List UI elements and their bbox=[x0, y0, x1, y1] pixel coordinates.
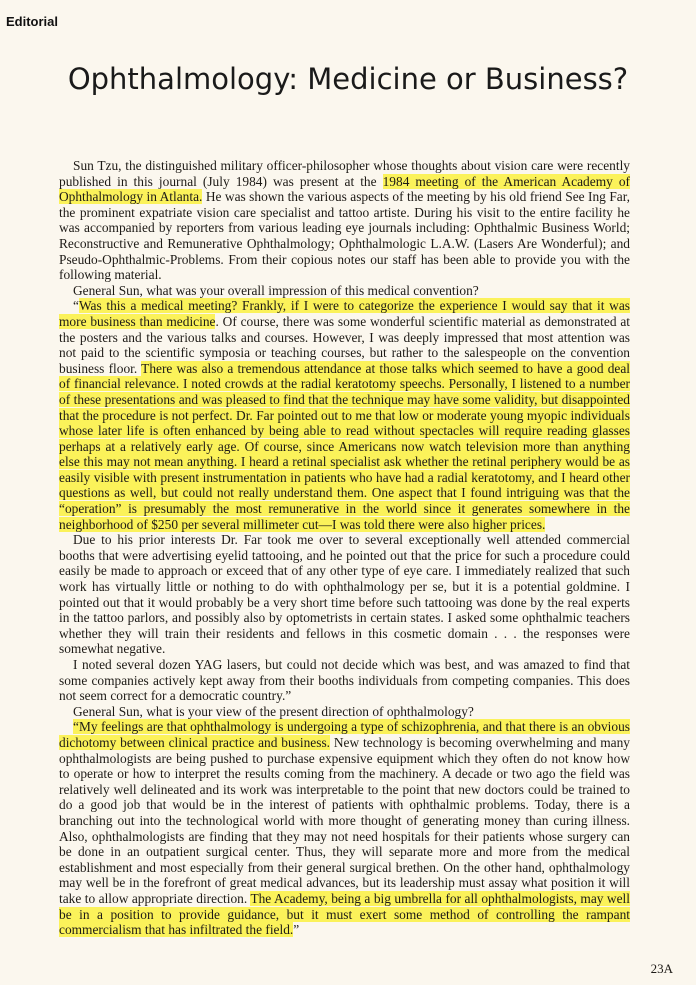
article-body bbox=[59, 158, 630, 938]
text-run: General Sun, what is your view of the present direction of ophthalmology? bbox=[73, 703, 474, 719]
article-title: Ophthalmology: Medicine or Business? bbox=[67, 62, 629, 96]
highlighted-text: “My feelings are that ophthalmology is undergoing a type of schizophrenia, and that there is an obvious dichotomy between clinical practice and business. bbox=[59, 719, 630, 750]
highlighted-text: 1984 meeting of the American Academy of Ophthalmology in Atlanta. bbox=[59, 173, 630, 205]
page-number: 23A bbox=[650, 961, 673, 976]
text-run: Sun Tzu, the distinguished military officer-philosopher whose thoughts about vision care were recently published in this journal (July 1984) was present at the bbox=[59, 158, 630, 189]
paragraph bbox=[59, 298, 630, 532]
text-run: Due to his prior interests Dr. Far took me over to several exceptionally well attended commercial booths that were advertising eyelid tattooing, and he pointed out that the price for such a procedure could easily be made to approach or exceed that of any other type of eye care. I immediately realized that such work has virtually little or nothing to do with ophthalmology per se, but it is a potential goldmine. I pointed out that it would probably be a very short time before such tattooing was done by the real experts in the tattoo parlors, and possibly also by optometrists in certain states. I asked some ophthalmic teachers whether they will train their residents and fellows in this cosmetic domain . . . the responses were somewhat negative. bbox=[59, 532, 630, 657]
paragraph bbox=[59, 704, 630, 720]
paragraph bbox=[59, 283, 630, 299]
highlighted-text: There was also a tremendous attendance at those talks which seemed to have a good deal of financial relevance. I noted crowds at the radial keratotomy speechs. Personally, I listened to a number of these presentations and was pleased to find that the technique may have some validity, but disappointed that the procedure is not perfect. Dr. Far pointed out to me that low or moderate young myopic individuals whose later life is often enhanced by being able to read without spectacles will require reading glasses perhaps at a relatively early age. Of course, since Americans now watch television more than anything else this may not mean anything. I heard a retinal specialist ask whether the retinal periphery would be as easily visible with present instrumentation in patients who have had a radial keratotomy, and I heard other questions as well, but could not really understand them. One aspect that I found intriguing was that the “operation” is presumably the most remunerative in the world since it generates somewhere in the neighborhood of $250 per several millimeter cut—I was told there were also higher prices. bbox=[59, 360, 630, 532]
text-run: . Of course, there was some wonderful scientific material as demonstrated at the posters and the various talks and courses. However, I was deeply impressed that most attention was not paid to the scientific symposia or teaching courses, but rather to the salespeople on the convention business floor. bbox=[59, 313, 630, 376]
paragraph bbox=[59, 719, 630, 937]
text-run: I noted several dozen YAG lasers, but could not decide which was best, and was amazed to find that some companies actively kept away from their booths individuals from competing companies. This does not seem correct for a democratic country.” bbox=[59, 657, 630, 704]
text-run: “ bbox=[73, 298, 79, 314]
highlighted-text: The Academy, being a big umbrella for all ophthalmologists, may well be in a position to provide guidance, but it must exert some method of controlling the rampant commercialism that has infiltrated the field. bbox=[59, 890, 630, 938]
paragraph bbox=[59, 657, 630, 704]
section-label: Editorial bbox=[6, 14, 59, 29]
paragraph bbox=[59, 158, 630, 283]
text-run: ” bbox=[293, 922, 300, 938]
text-run: He was shown the various aspects of the meeting by his old friend See Ing Far, the prominent expatriate vision care specialist and tattoo artiste. During his visit to the entire facility he was accompanied by reporters from various leading eye journals including: Ophthalmic Business World; Reconstructive and Remunerative Ophthalmology; Ophthalmologic L.A.W. (Lasers Are Wonderful); and Pseudo-Ophthalmic-Problems. From their copious notes our staff has been able to provide you with the following material. bbox=[59, 189, 630, 283]
text-run: New technology is becoming overwhelming and many ophthalmologists are being pushed to purchase expensive equipment which they often do not know how to operate or how to interpret the results coming from the machinery. A decade or two ago the field was relatively well delineated and its work was interpretable to the point that new doctors could be trained to do a good job that would be in the interest of patients with ophthalmic problems. Today, there is a branching out into the technological world with more thought of generating money than curing illness. Also, ophthalmologists are finding that they may not need hospitals for their patients whose surgery can be done in an outpatient surgical center. Thus, they will separate more and more from the medical establishment and most especially from their general surgical brethen. On the other hand, ophthalmology may well be in the forefront of great medical advances, but its leadership must assay what position it will take to allow appropriate direction. bbox=[59, 734, 630, 906]
paragraph bbox=[59, 532, 630, 657]
highlighted-text: Was this a medical meeting? Frankly, if I were to categorize the experience I would say that it was more business than medicine bbox=[59, 298, 630, 329]
text-run: General Sun, what was your overall impression of this medical convention? bbox=[73, 282, 479, 298]
